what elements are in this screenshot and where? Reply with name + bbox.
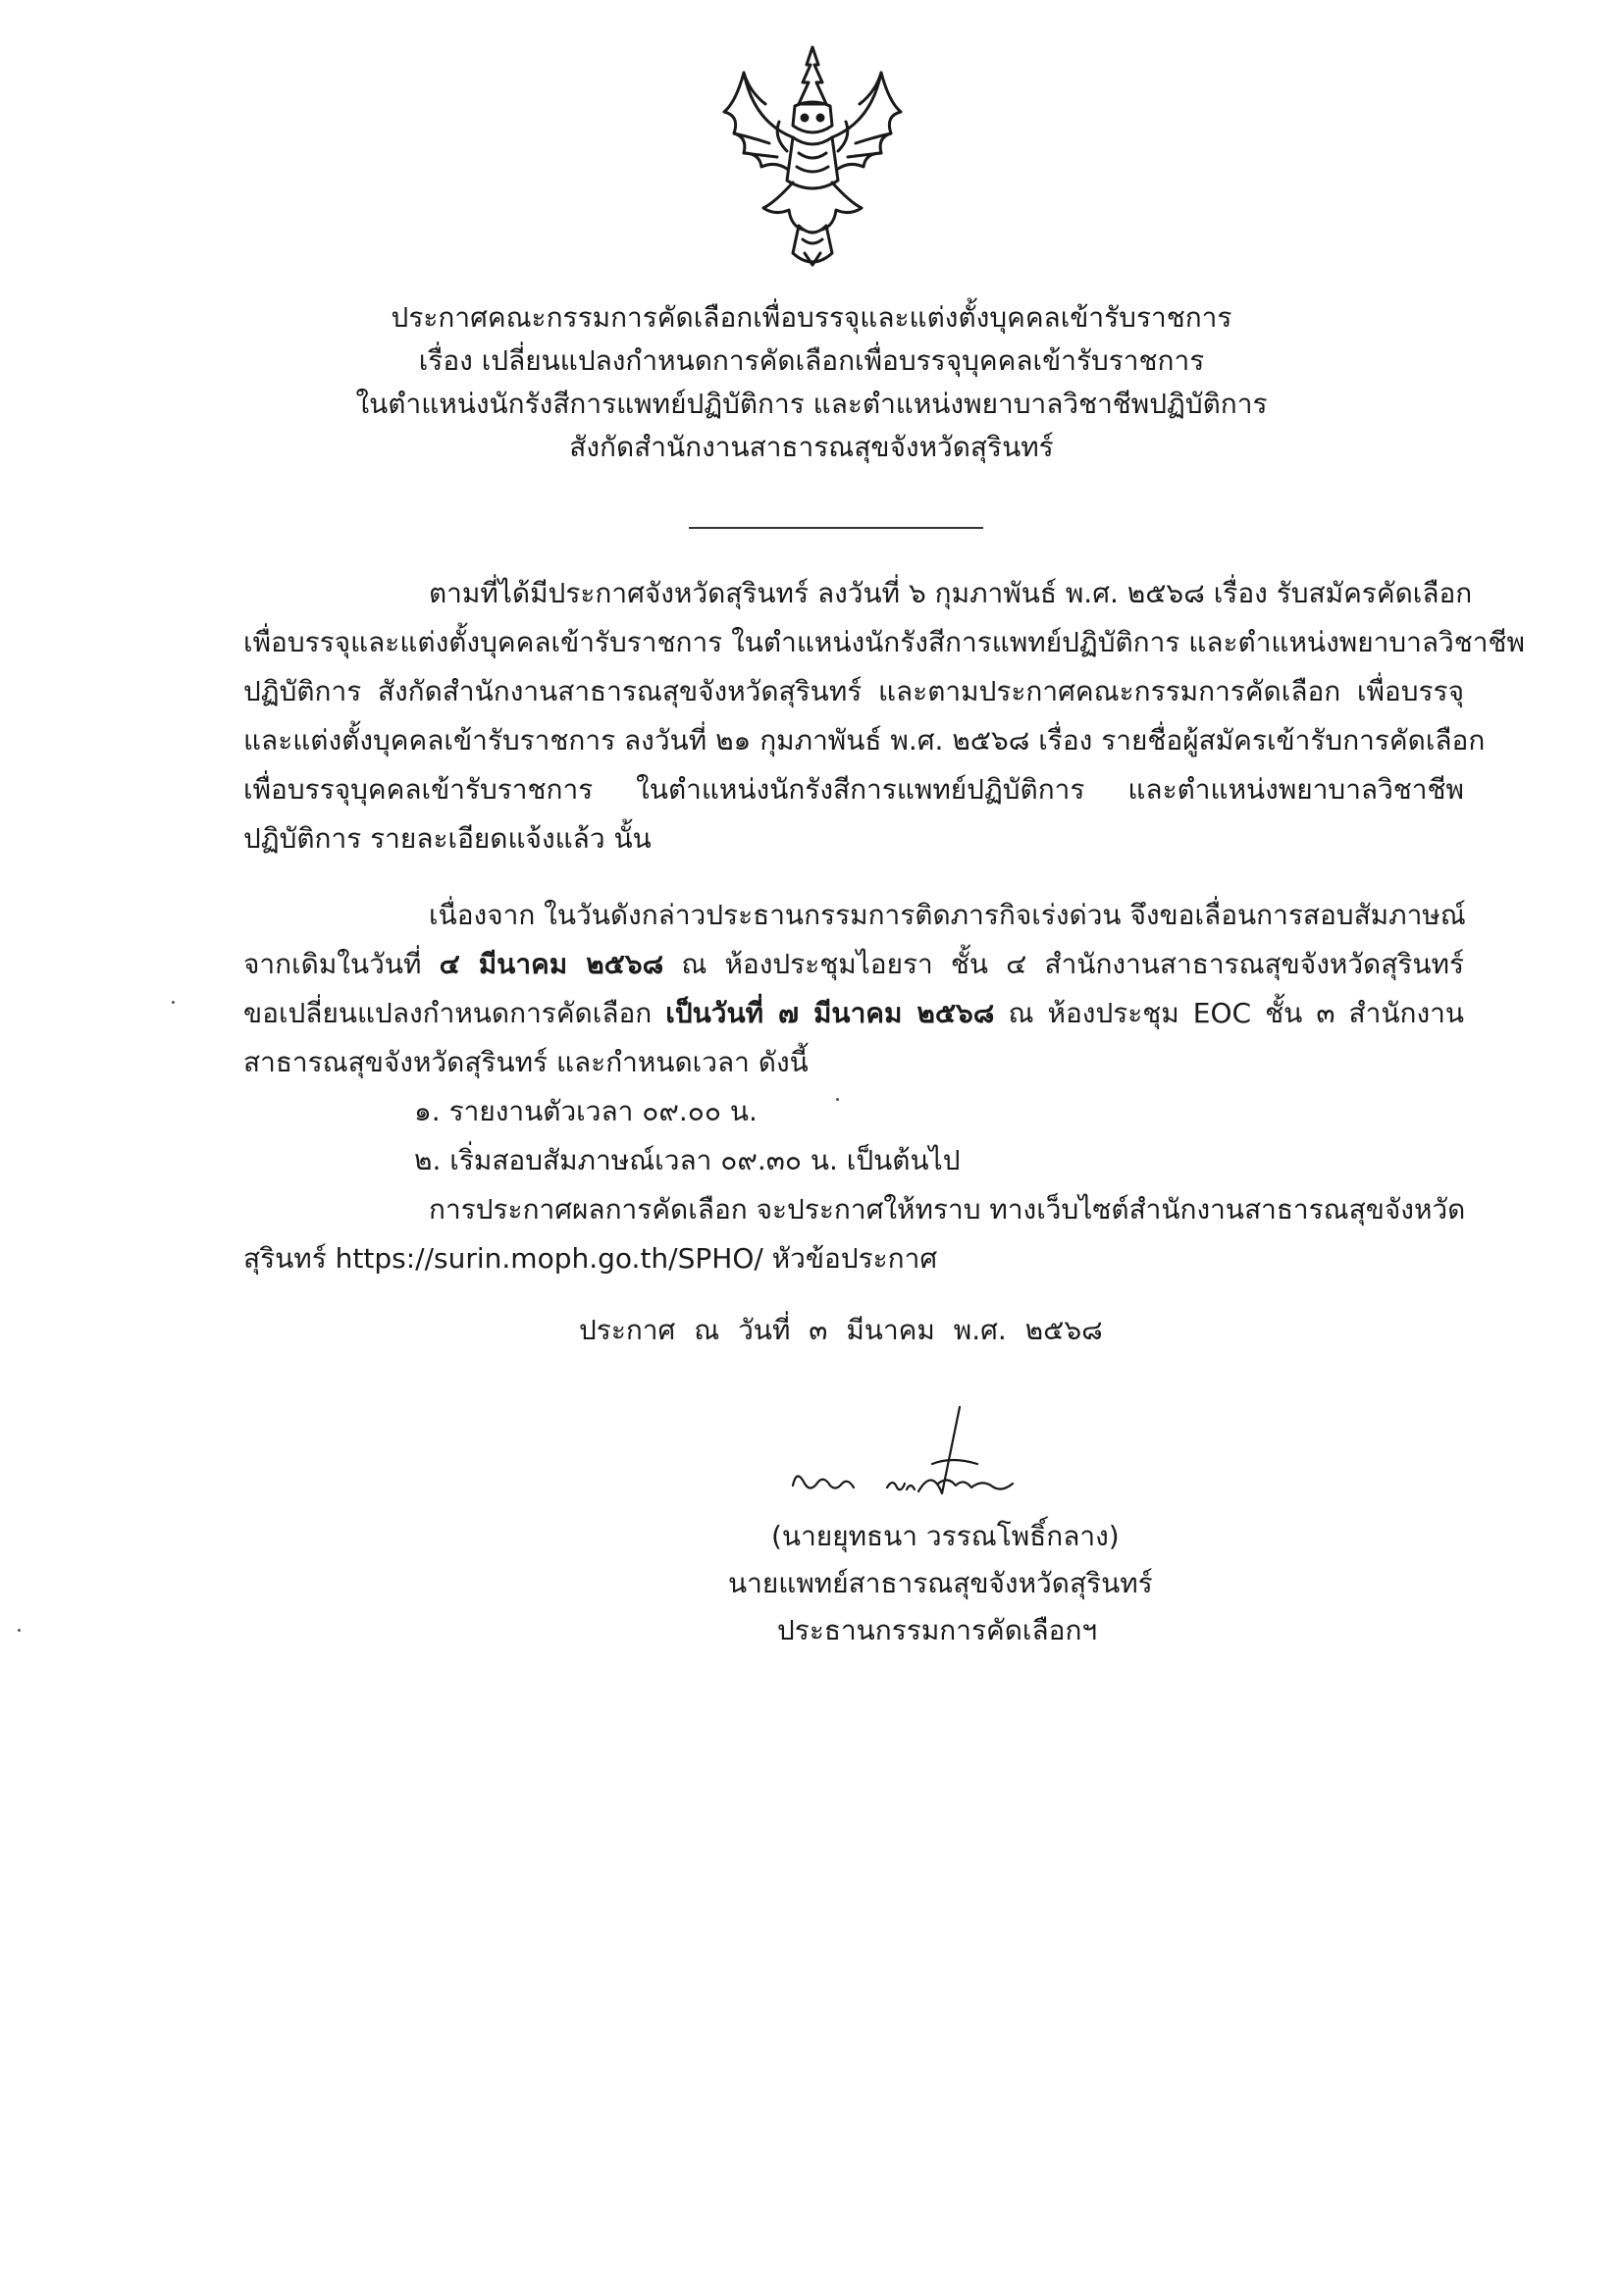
signer-name: (นายยุทธนา วรรณโพธิ์กลาง) <box>771 1520 1120 1552</box>
text-line: ตามที่ได้มีประกาศจังหวัดสุรินทร์ ลงวันที่ ๖ กุมภาพันธ์ พ.ศ. ๒๕๖๘ เรื่อง รับสมัครคัดเลือก <box>429 577 1473 609</box>
text-line: สุรินทร์ https://surin.moph.go.th/SPHO/ หัวข้อประกาศ <box>243 1242 938 1275</box>
announcement-heading <box>0 296 1623 469</box>
announcement-date: ประกาศ ณ วันที่ ๓ มีนาคม พ.ศ. ๒๕๖๘ <box>579 1314 1103 1346</box>
text-line: ปฏิบัติการ รายละเอียดแจ้งแล้ว นั้น <box>243 822 652 855</box>
garuda-emblem-icon <box>714 43 911 275</box>
text-fragment: ณ ห้องประชุมไอยรา ชั้น ๔ สำนักงานสาธารณสุขจังหวัดสุรินทร์ <box>663 948 1465 980</box>
paragraph-results <box>243 1185 1464 1283</box>
schedule-item-1: ๑. รายงานตัวเวลา ๐๙.๐๐ น. <box>414 1095 758 1127</box>
handwritten-signature-icon <box>785 1399 1079 1517</box>
text-line: เพื่อบรรจุบุคคลเข้ารับราชการ ในตำแหน่งนักรังสีการแพทย์ปฏิบัติการ และตำแหน่งพยาบาลวิชาชีพ <box>243 773 1464 806</box>
scan-speck <box>18 1629 21 1632</box>
heading-line-4: สังกัดสำนักงานสาธารณสุขจังหวัดสุรินทร์ <box>569 431 1054 463</box>
text-fragment: จากเดิมในวันที่ <box>243 948 440 980</box>
signer-title: นายแพทย์สาธารณสุขจังหวัดสุรินทร์ <box>728 1567 1153 1599</box>
signer-block <box>648 1513 1236 1654</box>
scan-speck <box>172 1001 175 1004</box>
text-fragment: ขอเปลี่ยนแปลงกำหนดการคัดเลือก <box>243 997 666 1029</box>
paragraph-change-notice <box>243 891 1464 1087</box>
text-line <box>243 940 1464 989</box>
text-line <box>243 989 1464 1038</box>
text-fragment: ณ ห้องประชุม EOC ชั้น ๓ สำนักงาน <box>994 997 1464 1029</box>
new-date: เป็นวันที่ ๗ มีนาคม ๒๕๖๘ <box>665 997 995 1029</box>
heading-line-3: ในตำแหน่งนักรังสีการแพทย์ปฏิบัติการ และตำแหน่งพยาบาลวิชาชีพปฏิบัติการ <box>355 388 1268 420</box>
paragraph-background <box>243 569 1525 863</box>
scan-speck <box>836 1098 839 1101</box>
text-line: และแต่งตั้งบุคคลเข้ารับราชการ ลงวันที่ ๒๑ กุมภาพันธ์ พ.ศ. ๒๕๖๘ เรื่อง รายชื่อผู้สมัครเข้ารับการคัดเลือก <box>243 724 1486 757</box>
announcement-body <box>243 569 1525 1283</box>
schedule-item-2: ๒. เริ่มสอบสัมภาษณ์เวลา ๐๙.๓๐ น. เป็นต้นไป <box>414 1144 961 1176</box>
text-line: การประกาศผลการคัดเลือก จะประกาศให้ทราบ ทางเว็บไซต์สำนักงานสาธารณสุขจังหวัด <box>429 1193 1466 1226</box>
text-line: เนื่องจาก ในวันดังกล่าวประธานกรรมการติดภารกิจเร่งด่วน จึงขอเลื่อนการสอบสัมภาษณ์ <box>429 899 1466 931</box>
text-line: สาธารณสุขจังหวัดสุรินทร์ และกำหนดเวลา ดังนี้ <box>243 1046 809 1078</box>
signer-role: ประธานกรรมการคัดเลือกฯ <box>777 1614 1098 1646</box>
heading-divider <box>689 527 983 529</box>
heading-line-2: เรื่อง เปลี่ยนแปลงกำหนดการคัดเลือกเพื่อบรรจุบุคคลเข้ารับราชการ <box>418 344 1205 377</box>
text-line: เพื่อบรรจุและแต่งตั้งบุคคลเข้ารับราชการ ในตำแหน่งนักรังสีการแพทย์ปฏิบัติการ และตำแหน่งพยาบาลวิชาชีพ <box>243 626 1525 658</box>
heading-line-1: ประกาศคณะกรรมการคัดเลือกเพื่อบรรจุและแต่งตั้งบุคคลเข้ารับราชการ <box>391 301 1232 334</box>
original-date: ๔ มีนาคม ๒๕๖๘ <box>439 948 664 980</box>
text-line: ปฏิบัติการ สังกัดสำนักงานสาธารณสุขจังหวัดสุรินทร์ และตามประกาศคณะกรรมการคัดเลือก เพื่อบรรจุ <box>243 675 1464 707</box>
